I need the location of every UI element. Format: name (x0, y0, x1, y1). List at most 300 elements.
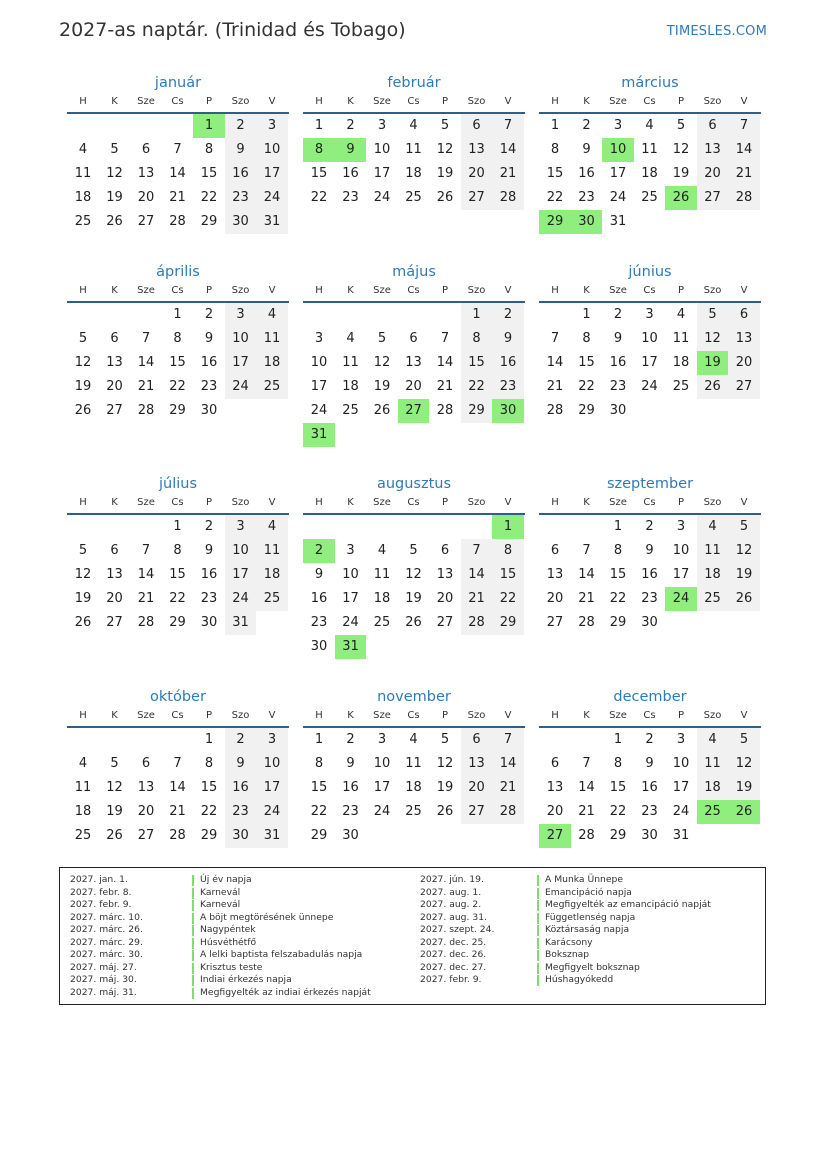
day-cell[interactable]: 9 (225, 138, 256, 162)
day-cell[interactable]: 11 (256, 327, 288, 351)
day-cell[interactable]: 7 (728, 114, 760, 138)
day-cell[interactable]: 6 (728, 303, 760, 327)
day-cell[interactable]: 5 (78, 331, 88, 346)
day-cell[interactable]: 21 (578, 804, 595, 819)
day-cell[interactable]: 24 (373, 804, 391, 819)
day-cell[interactable]: 18 (74, 804, 92, 819)
day-cell[interactable]: 25 (641, 190, 658, 205)
day-cell[interactable]: 24 (256, 186, 288, 210)
day-cell[interactable]: 23 (310, 615, 328, 630)
day-cell[interactable]: 8 (613, 543, 623, 558)
day-cell[interactable]: 5 (440, 732, 450, 747)
day-cell[interactable]: 7 (173, 142, 182, 157)
day-cell[interactable]: 29 (461, 399, 492, 423)
day-cell[interactable]: 12 (373, 355, 391, 370)
day-cell[interactable]: 19 (728, 563, 760, 587)
day-cell[interactable]: 16 (641, 567, 658, 582)
day-cell[interactable]: 8 (314, 756, 324, 771)
holiday-day-cell[interactable]: 31 (335, 635, 366, 659)
day-cell[interactable]: 20 (546, 804, 564, 819)
day-cell[interactable]: 23 (225, 186, 256, 210)
day-cell[interactable]: 4 (697, 515, 728, 539)
day-cell[interactable]: 15 (609, 780, 627, 795)
day-cell[interactable]: 5 (110, 142, 119, 157)
day-cell[interactable]: 12 (405, 567, 422, 582)
holiday-day-cell[interactable]: 1 (193, 114, 225, 138)
day-cell[interactable]: 18 (256, 563, 288, 587)
day-cell[interactable]: 14 (169, 166, 186, 181)
day-cell[interactable]: 1 (173, 307, 182, 322)
day-cell[interactable]: 8 (550, 142, 560, 157)
day-cell[interactable]: 13 (461, 752, 492, 776)
day-cell[interactable]: 21 (578, 591, 595, 606)
day-cell[interactable]: 9 (225, 752, 256, 776)
day-cell[interactable]: 10 (342, 567, 359, 582)
day-cell[interactable]: 5 (440, 118, 450, 133)
day-cell[interactable]: 30 (225, 824, 256, 848)
day-cell[interactable]: 26 (436, 190, 454, 205)
day-cell[interactable]: 7 (173, 756, 182, 771)
day-cell[interactable]: 7 (550, 331, 560, 346)
day-cell[interactable]: 17 (373, 166, 391, 181)
day-cell[interactable]: 1 (204, 732, 214, 747)
day-cell[interactable]: 15 (609, 567, 627, 582)
day-cell[interactable]: 17 (672, 780, 690, 795)
day-cell[interactable]: 9 (645, 756, 654, 771)
holiday-day-cell[interactable]: 25 (697, 800, 728, 824)
day-cell[interactable]: 21 (137, 379, 155, 394)
brand-link[interactable]: TIMESLES.COM (666, 24, 767, 39)
day-cell[interactable]: 21 (492, 776, 524, 800)
day-cell[interactable]: 7 (461, 539, 492, 563)
day-cell[interactable]: 16 (342, 780, 359, 795)
day-cell[interactable]: 29 (310, 828, 328, 843)
day-cell[interactable]: 18 (342, 379, 359, 394)
day-cell[interactable]: 3 (225, 515, 256, 539)
day-cell[interactable]: 31 (225, 611, 256, 635)
day-cell[interactable]: 16 (225, 162, 256, 186)
day-cell[interactable]: 19 (106, 190, 123, 205)
day-cell[interactable]: 18 (641, 166, 658, 181)
day-cell[interactable]: 19 (405, 591, 422, 606)
day-cell[interactable]: 23 (492, 375, 524, 399)
day-cell[interactable]: 15 (310, 780, 328, 795)
holiday-day-cell[interactable]: 31 (303, 423, 335, 447)
day-cell[interactable]: 26 (106, 828, 123, 843)
day-cell[interactable]: 4 (346, 331, 355, 346)
day-cell[interactable]: 18 (256, 351, 288, 375)
day-cell[interactable]: 21 (436, 379, 454, 394)
day-cell[interactable]: 26 (373, 403, 391, 418)
day-cell[interactable]: 11 (405, 756, 422, 771)
day-cell[interactable]: 6 (440, 543, 450, 558)
day-cell[interactable]: 29 (200, 214, 218, 229)
day-cell[interactable]: 27 (137, 214, 155, 229)
day-cell[interactable]: 3 (256, 728, 288, 752)
day-cell[interactable]: 19 (436, 166, 454, 181)
day-cell[interactable]: 22 (200, 190, 218, 205)
day-cell[interactable]: 20 (106, 591, 123, 606)
day-cell[interactable]: 13 (546, 780, 564, 795)
day-cell[interactable]: 12 (672, 142, 690, 157)
day-cell[interactable]: 11 (405, 142, 422, 157)
day-cell[interactable]: 11 (672, 331, 690, 346)
day-cell[interactable]: 6 (141, 142, 151, 157)
day-cell[interactable]: 28 (137, 615, 155, 630)
day-cell[interactable]: 1 (550, 118, 560, 133)
day-cell[interactable]: 3 (346, 543, 355, 558)
day-cell[interactable]: 28 (461, 611, 492, 635)
day-cell[interactable]: 3 (676, 519, 686, 534)
day-cell[interactable]: 28 (137, 403, 155, 418)
day-cell[interactable]: 21 (169, 804, 186, 819)
day-cell[interactable]: 27 (461, 186, 492, 210)
day-cell[interactable]: 8 (461, 327, 492, 351)
day-cell[interactable]: 11 (697, 539, 728, 563)
day-cell[interactable]: 29 (200, 828, 218, 843)
day-cell[interactable]: 20 (106, 379, 123, 394)
day-cell[interactable]: 5 (697, 303, 728, 327)
day-cell[interactable]: 31 (256, 210, 288, 234)
day-cell[interactable]: 6 (461, 728, 492, 752)
day-cell[interactable]: 30 (641, 828, 658, 843)
day-cell[interactable]: 19 (106, 804, 123, 819)
day-cell[interactable]: 14 (137, 355, 155, 370)
day-cell[interactable]: 19 (74, 379, 92, 394)
day-cell[interactable]: 23 (578, 190, 595, 205)
holiday-day-cell[interactable]: 30 (492, 399, 524, 423)
day-cell[interactable]: 2 (645, 732, 654, 747)
day-cell[interactable]: 18 (672, 355, 690, 370)
day-cell[interactable]: 1 (613, 732, 623, 747)
day-cell[interactable]: 5 (409, 543, 418, 558)
holiday-day-cell[interactable]: 1 (492, 515, 524, 539)
day-cell[interactable]: 26 (74, 403, 92, 418)
day-cell[interactable]: 4 (78, 142, 88, 157)
day-cell[interactable]: 13 (728, 327, 760, 351)
day-cell[interactable]: 16 (492, 351, 524, 375)
day-cell[interactable]: 12 (436, 142, 454, 157)
day-cell[interactable]: 25 (342, 403, 359, 418)
day-cell[interactable]: 24 (672, 804, 690, 819)
day-cell[interactable]: 10 (641, 331, 658, 346)
day-cell[interactable]: 4 (377, 543, 387, 558)
day-cell[interactable]: 14 (461, 563, 492, 587)
day-cell[interactable]: 16 (342, 166, 359, 181)
day-cell[interactable]: 22 (578, 379, 595, 394)
day-cell[interactable]: 2 (204, 519, 214, 534)
day-cell[interactable]: 5 (728, 515, 760, 539)
day-cell[interactable]: 1 (314, 732, 324, 747)
day-cell[interactable]: 17 (609, 166, 627, 181)
day-cell[interactable]: 18 (74, 190, 92, 205)
day-cell[interactable]: 29 (578, 403, 595, 418)
day-cell[interactable]: 29 (169, 403, 186, 418)
day-cell[interactable]: 28 (169, 828, 186, 843)
day-cell[interactable]: 27 (137, 828, 155, 843)
day-cell[interactable]: 22 (461, 375, 492, 399)
day-cell[interactable]: 19 (436, 780, 454, 795)
day-cell[interactable]: 5 (110, 756, 119, 771)
day-cell[interactable]: 3 (314, 331, 324, 346)
day-cell[interactable]: 30 (609, 403, 627, 418)
day-cell[interactable]: 20 (728, 351, 760, 375)
day-cell[interactable]: 2 (346, 732, 355, 747)
day-cell[interactable]: 3 (377, 118, 387, 133)
day-cell[interactable]: 21 (137, 591, 155, 606)
day-cell[interactable]: 13 (405, 355, 422, 370)
day-cell[interactable]: 4 (256, 303, 288, 327)
day-cell[interactable]: 10 (373, 756, 391, 771)
day-cell[interactable]: 24 (225, 375, 256, 399)
day-cell[interactable]: 9 (204, 543, 214, 558)
day-cell[interactable]: 16 (310, 591, 328, 606)
day-cell[interactable]: 12 (728, 539, 760, 563)
day-cell[interactable]: 13 (106, 567, 123, 582)
day-cell[interactable]: 7 (582, 543, 591, 558)
day-cell[interactable]: 21 (169, 190, 186, 205)
day-cell[interactable]: 6 (409, 331, 418, 346)
day-cell[interactable]: 25 (697, 587, 728, 611)
day-cell[interactable]: 2 (492, 303, 524, 327)
day-cell[interactable]: 19 (728, 776, 760, 800)
day-cell[interactable]: 4 (78, 756, 88, 771)
day-cell[interactable]: 18 (405, 780, 422, 795)
day-cell[interactable]: 11 (256, 539, 288, 563)
day-cell[interactable]: 23 (641, 591, 658, 606)
day-cell[interactable]: 22 (492, 587, 524, 611)
day-cell[interactable]: 26 (728, 587, 760, 611)
day-cell[interactable]: 29 (609, 615, 627, 630)
day-cell[interactable]: 10 (310, 355, 328, 370)
day-cell[interactable]: 27 (436, 615, 454, 630)
day-cell[interactable]: 9 (346, 756, 355, 771)
day-cell[interactable]: 22 (310, 190, 328, 205)
day-cell[interactable]: 2 (613, 307, 623, 322)
day-cell[interactable]: 27 (106, 403, 123, 418)
day-cell[interactable]: 20 (461, 776, 492, 800)
day-cell[interactable]: 13 (697, 138, 728, 162)
day-cell[interactable]: 3 (676, 732, 686, 747)
day-cell[interactable]: 22 (609, 804, 627, 819)
day-cell[interactable]: 24 (641, 379, 658, 394)
day-cell[interactable]: 10 (225, 327, 256, 351)
day-cell[interactable]: 3 (645, 307, 654, 322)
day-cell[interactable]: 6 (550, 756, 560, 771)
holiday-day-cell[interactable]: 8 (303, 138, 335, 162)
day-cell[interactable]: 12 (728, 752, 760, 776)
day-cell[interactable]: 21 (461, 587, 492, 611)
day-cell[interactable]: 17 (225, 563, 256, 587)
day-cell[interactable]: 29 (169, 615, 186, 630)
day-cell[interactable]: 17 (373, 780, 391, 795)
day-cell[interactable]: 2 (582, 118, 591, 133)
day-cell[interactable]: 13 (436, 567, 454, 582)
day-cell[interactable]: 9 (645, 543, 654, 558)
day-cell[interactable]: 11 (74, 166, 92, 181)
day-cell[interactable]: 8 (492, 539, 524, 563)
day-cell[interactable]: 1 (173, 519, 182, 534)
day-cell[interactable]: 27 (106, 615, 123, 630)
holiday-day-cell[interactable]: 2 (303, 539, 335, 563)
day-cell[interactable]: 7 (492, 728, 524, 752)
day-cell[interactable]: 7 (582, 756, 591, 771)
day-cell[interactable]: 24 (225, 587, 256, 611)
day-cell[interactable]: 28 (169, 214, 186, 229)
day-cell[interactable]: 23 (342, 190, 359, 205)
day-cell[interactable]: 23 (200, 591, 218, 606)
day-cell[interactable]: 4 (409, 118, 418, 133)
holiday-day-cell[interactable]: 10 (602, 138, 634, 162)
day-cell[interactable]: 14 (436, 355, 454, 370)
day-cell[interactable]: 5 (728, 728, 760, 752)
day-cell[interactable]: 11 (373, 567, 391, 582)
day-cell[interactable]: 29 (609, 828, 627, 843)
day-cell[interactable]: 15 (578, 355, 595, 370)
day-cell[interactable]: 12 (106, 780, 123, 795)
day-cell[interactable]: 1 (314, 118, 324, 133)
day-cell[interactable]: 7 (141, 543, 151, 558)
day-cell[interactable]: 22 (546, 190, 564, 205)
day-cell[interactable]: 21 (728, 162, 760, 186)
day-cell[interactable]: 15 (546, 166, 564, 181)
day-cell[interactable]: 12 (74, 355, 92, 370)
day-cell[interactable]: 2 (204, 307, 214, 322)
day-cell[interactable]: 6 (550, 543, 560, 558)
day-cell[interactable]: 15 (461, 351, 492, 375)
day-cell[interactable]: 31 (609, 214, 627, 229)
day-cell[interactable]: 19 (373, 379, 391, 394)
day-cell[interactable]: 13 (106, 355, 123, 370)
day-cell[interactable]: 22 (169, 591, 186, 606)
day-cell[interactable]: 23 (225, 800, 256, 824)
day-cell[interactable]: 25 (256, 375, 288, 399)
day-cell[interactable]: 17 (256, 162, 288, 186)
day-cell[interactable]: 8 (582, 331, 591, 346)
day-cell[interactable]: 12 (436, 756, 454, 771)
day-cell[interactable]: 30 (342, 828, 359, 843)
day-cell[interactable]: 20 (697, 162, 728, 186)
day-cell[interactable]: 16 (200, 567, 218, 582)
day-cell[interactable]: 25 (373, 615, 391, 630)
day-cell[interactable]: 5 (78, 543, 88, 558)
day-cell[interactable]: 24 (256, 800, 288, 824)
day-cell[interactable]: 15 (169, 355, 186, 370)
day-cell[interactable]: 27 (697, 186, 728, 210)
day-cell[interactable]: 31 (256, 824, 288, 848)
day-cell[interactable]: 16 (578, 166, 595, 181)
holiday-day-cell[interactable]: 26 (728, 800, 760, 824)
day-cell[interactable]: 7 (492, 114, 524, 138)
day-cell[interactable]: 15 (310, 166, 328, 181)
day-cell[interactable]: 14 (728, 138, 760, 162)
day-cell[interactable]: 28 (578, 615, 595, 630)
day-cell[interactable]: 28 (546, 403, 564, 418)
day-cell[interactable]: 19 (74, 591, 92, 606)
day-cell[interactable]: 13 (137, 166, 155, 181)
day-cell[interactable]: 25 (405, 804, 422, 819)
holiday-day-cell[interactable]: 19 (697, 351, 728, 375)
day-cell[interactable]: 24 (310, 403, 328, 418)
day-cell[interactable]: 28 (492, 186, 524, 210)
day-cell[interactable]: 20 (461, 162, 492, 186)
day-cell[interactable]: 22 (609, 591, 627, 606)
day-cell[interactable]: 17 (310, 379, 328, 394)
day-cell[interactable]: 18 (373, 591, 391, 606)
day-cell[interactable]: 22 (169, 379, 186, 394)
day-cell[interactable]: 28 (436, 403, 454, 418)
day-cell[interactable]: 9 (204, 331, 214, 346)
day-cell[interactable]: 10 (225, 539, 256, 563)
day-cell[interactable]: 24 (609, 190, 627, 205)
day-cell[interactable]: 29 (492, 611, 524, 635)
holiday-day-cell[interactable]: 30 (571, 210, 602, 234)
day-cell[interactable]: 14 (169, 780, 186, 795)
day-cell[interactable]: 7 (440, 331, 450, 346)
day-cell[interactable]: 25 (74, 828, 92, 843)
day-cell[interactable]: 21 (492, 162, 524, 186)
day-cell[interactable]: 15 (169, 567, 186, 582)
day-cell[interactable]: 8 (173, 331, 182, 346)
day-cell[interactable]: 26 (697, 375, 728, 399)
day-cell[interactable]: 14 (578, 567, 595, 582)
day-cell[interactable]: 28 (492, 800, 524, 824)
holiday-day-cell[interactable]: 24 (665, 587, 697, 611)
holiday-day-cell[interactable]: 26 (665, 186, 697, 210)
day-cell[interactable]: 14 (492, 138, 524, 162)
day-cell[interactable]: 27 (461, 800, 492, 824)
day-cell[interactable]: 1 (613, 519, 623, 534)
day-cell[interactable]: 11 (74, 780, 92, 795)
day-cell[interactable]: 25 (672, 379, 690, 394)
day-cell[interactable]: 3 (256, 114, 288, 138)
day-cell[interactable]: 12 (74, 567, 92, 582)
day-cell[interactable]: 6 (110, 331, 119, 346)
day-cell[interactable]: 3 (225, 303, 256, 327)
day-cell[interactable]: 3 (613, 118, 623, 133)
day-cell[interactable]: 6 (110, 543, 119, 558)
day-cell[interactable]: 21 (546, 379, 564, 394)
day-cell[interactable]: 16 (609, 355, 627, 370)
day-cell[interactable]: 15 (200, 166, 218, 181)
day-cell[interactable]: 11 (641, 142, 658, 157)
day-cell[interactable]: 24 (342, 615, 359, 630)
day-cell[interactable]: 13 (137, 780, 155, 795)
day-cell[interactable]: 23 (200, 379, 218, 394)
day-cell[interactable]: 11 (342, 355, 359, 370)
day-cell[interactable]: 9 (613, 331, 623, 346)
day-cell[interactable]: 30 (200, 615, 218, 630)
day-cell[interactable]: 23 (342, 804, 359, 819)
day-cell[interactable]: 6 (697, 114, 728, 138)
day-cell[interactable]: 30 (310, 639, 328, 654)
day-cell[interactable]: 14 (137, 567, 155, 582)
day-cell[interactable]: 11 (697, 752, 728, 776)
day-cell[interactable]: 17 (256, 776, 288, 800)
day-cell[interactable]: 17 (225, 351, 256, 375)
day-cell[interactable]: 20 (436, 591, 454, 606)
day-cell[interactable]: 7 (141, 331, 151, 346)
day-cell[interactable]: 13 (461, 138, 492, 162)
day-cell[interactable]: 19 (672, 166, 690, 181)
day-cell[interactable]: 17 (342, 591, 359, 606)
day-cell[interactable]: 4 (409, 732, 418, 747)
day-cell[interactable]: 26 (74, 615, 92, 630)
day-cell[interactable]: 31 (672, 828, 690, 843)
day-cell[interactable]: 10 (672, 756, 690, 771)
day-cell[interactable]: 2 (225, 728, 256, 752)
day-cell[interactable]: 9 (314, 567, 324, 582)
